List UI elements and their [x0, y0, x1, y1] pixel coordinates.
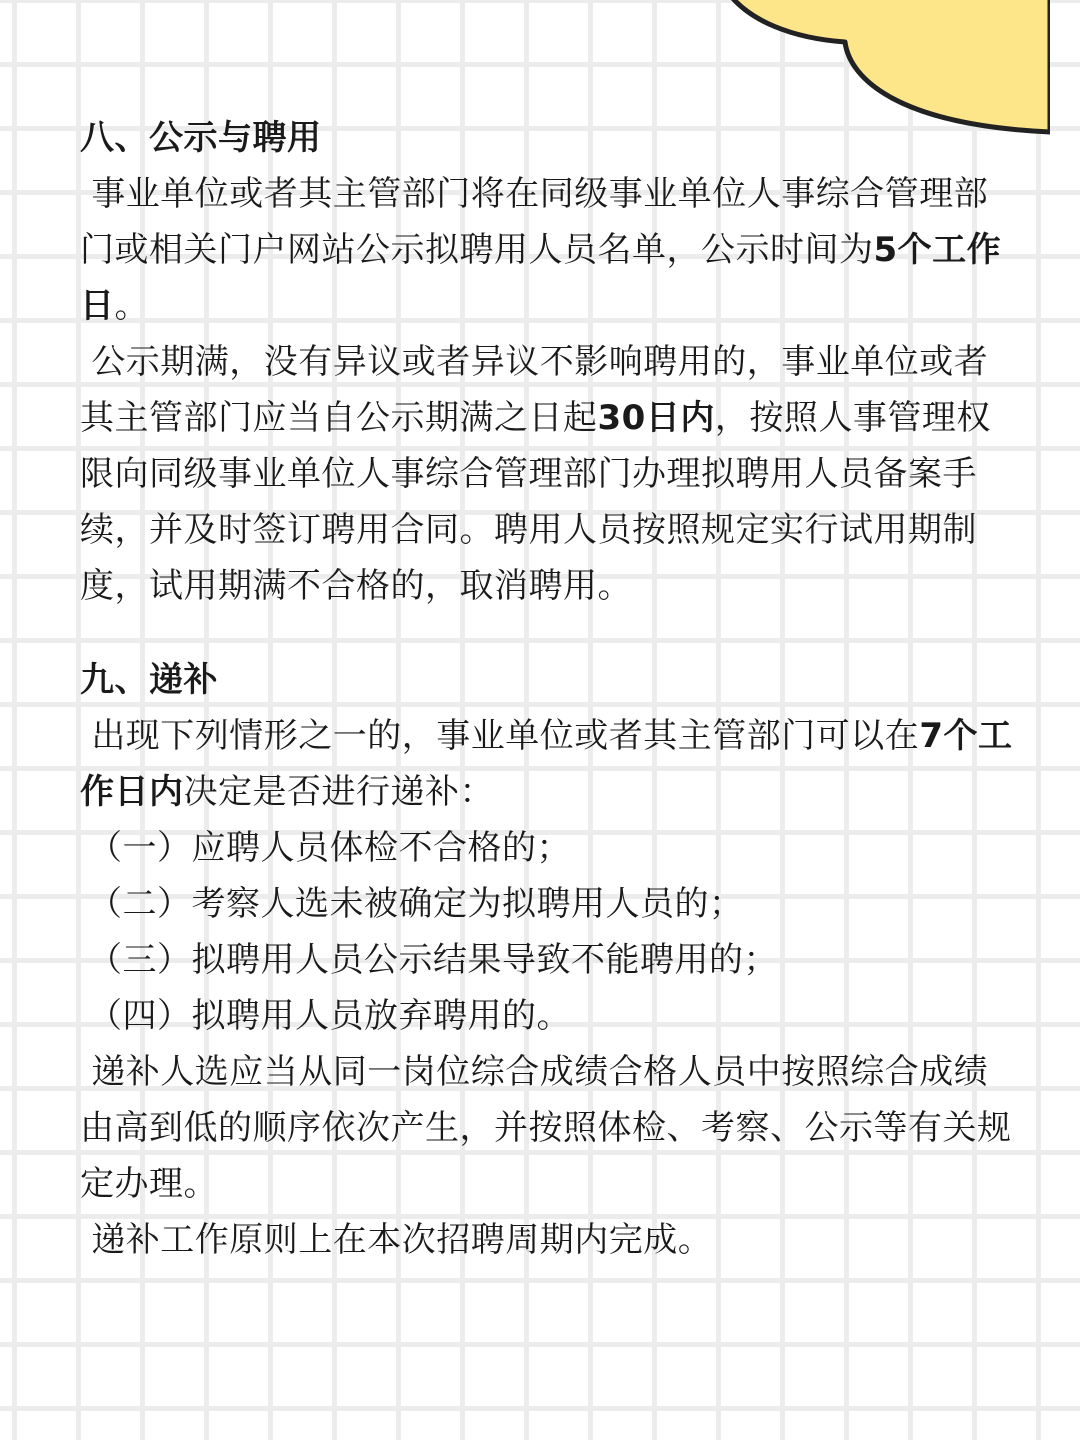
section-9-intro-text: 出现下列情形之一的，事业单位或者其主管部门可以在	[91, 716, 920, 756]
section-9-p3-text: 递补工作原则上在本次招聘周期内完成。	[91, 1220, 713, 1260]
section-9-intro-bold: 7个工作日内	[80, 716, 1013, 812]
section-8-paragraph-2	[72, 334, 1017, 614]
section-8-title: 八、公示与聘用	[80, 118, 322, 158]
section-9-intro-end: 决定是否进行递补：	[183, 772, 494, 812]
section-9-p2-text: 递补人选应当从同一岗位综合成绩合格人员中按照综合成绩由高到低的顺序依次产生，并按照体检、考察、公示等有关规定办理。	[80, 1052, 1012, 1204]
list-item: （三）拟聘用人员公示结果导致不能聘用的；	[88, 940, 778, 980]
section-9-paragraph-3	[72, 1212, 1017, 1268]
list-item: （一）应聘人员体检不合格的；	[88, 828, 571, 868]
article-content	[72, 110, 1017, 1268]
section-8-p1-text: 事业单位或者其主管部门将在同级事业单位人事综合管理部门或相关门户网站公示拟聘用人员名单，公示时间为	[80, 174, 989, 270]
list-item: （二）考察人选未被确定为拟聘用人员的；	[88, 884, 744, 924]
section-9-intro	[72, 708, 1017, 820]
section-8-p1-end: 。	[114, 286, 149, 326]
section-8-p2-text: 公示期满，没有异议或者异议不影响聘用的，事业单位或者其主管部门应当自公示期满之日起	[80, 342, 989, 438]
section-spacer	[72, 614, 1017, 652]
section-8-p1-bold: 5个工作日	[80, 230, 1002, 326]
section-9-title: 九、递补	[80, 660, 218, 700]
section-9-paragraph-2	[72, 1044, 1017, 1212]
section-8-p2-bold: 30日内	[597, 398, 715, 438]
section-8-paragraph-1	[72, 166, 1017, 334]
list-item: （四）拟聘用人员放弃聘用的。	[88, 996, 571, 1036]
section-8-p2-end: ，按照人事管理权限向同级事业单位人事综合管理部门办理拟聘用人员备案手续，并及时签订聘用合同。聘用人员按照规定实行试用期制度，试用期满不合格的，取消聘用。	[80, 398, 991, 606]
